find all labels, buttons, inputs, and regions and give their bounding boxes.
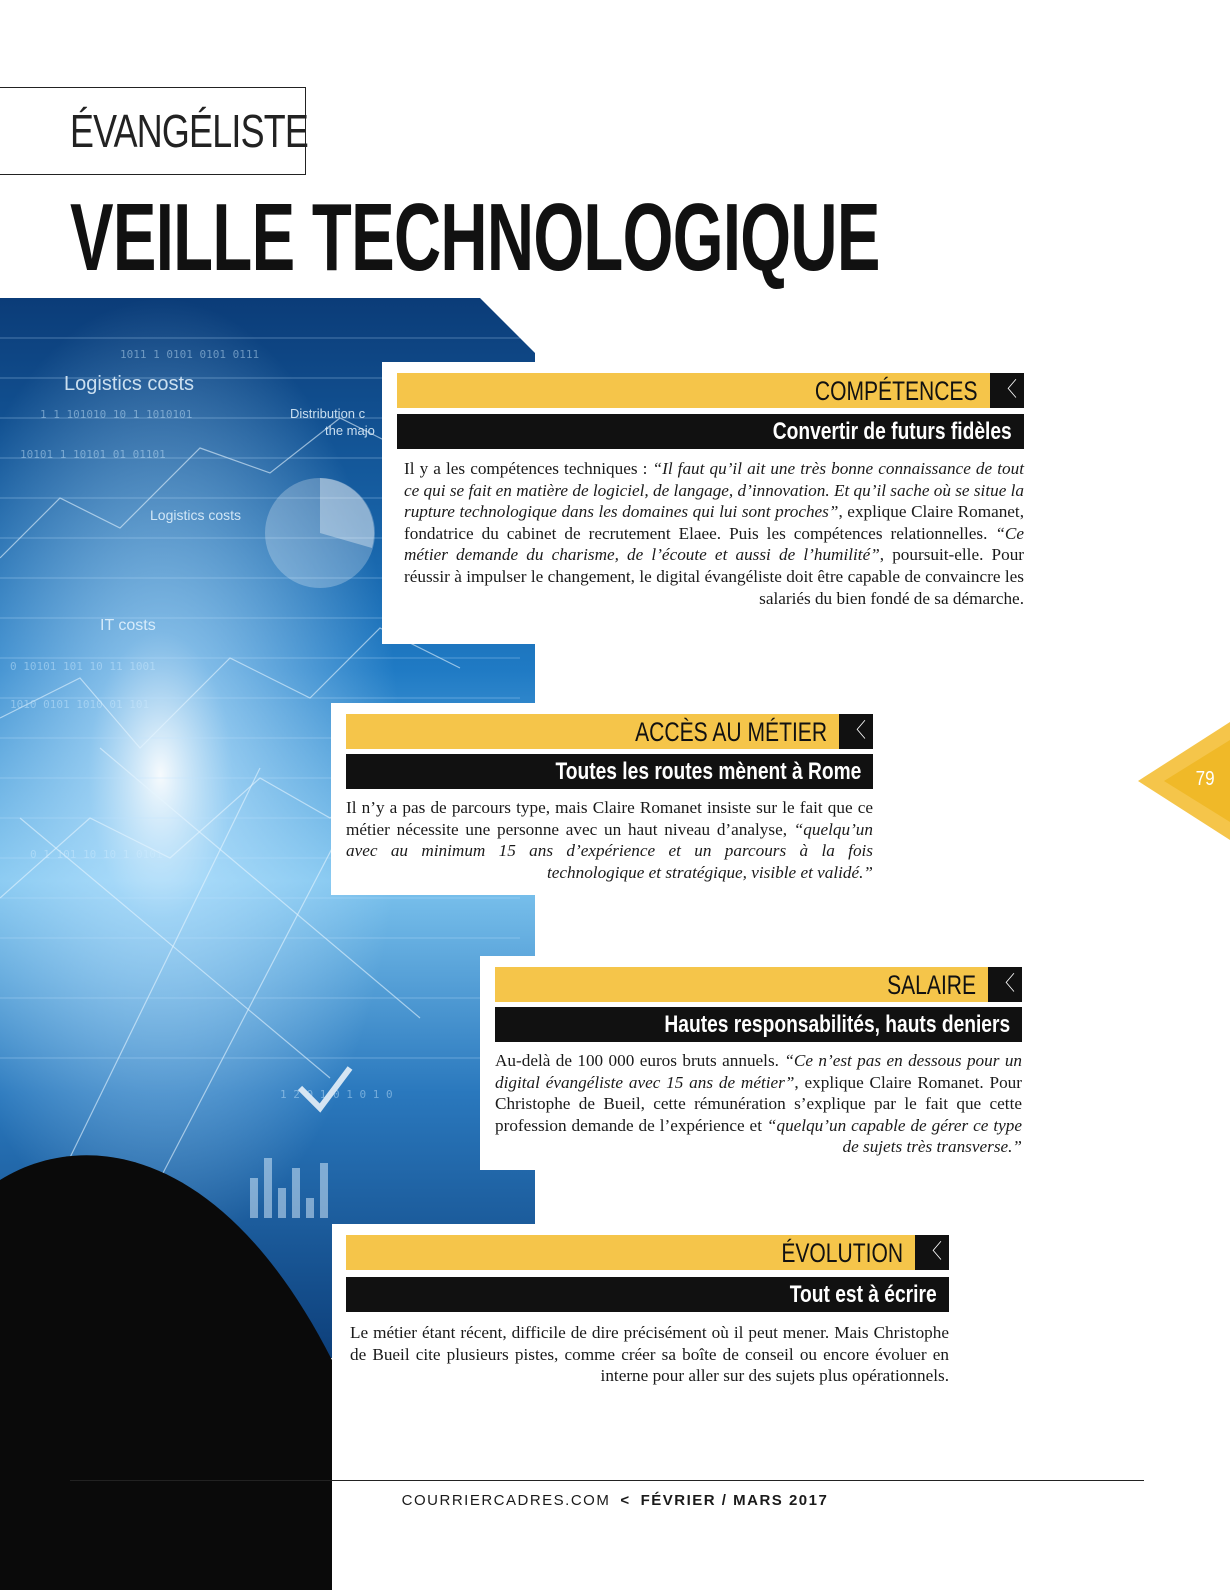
section-label: SALAIRE — [887, 970, 976, 1000]
section-body — [495, 1050, 1022, 1158]
section-heading: Toutes les routes mènent à Rome — [555, 758, 861, 785]
section-heading-bar — [346, 754, 873, 789]
quote-text-run: “quelqu’un capable de gérer ce type de sujets très transverse.” — [766, 1115, 1022, 1157]
svg-text:0 1 101 10 10 1 0101: 0 1 101 10 10 1 0101 — [30, 848, 163, 861]
section-label-bar — [495, 967, 1022, 1002]
body-text-run: Au-delà de 100 000 euros bruts annuels. — [495, 1051, 785, 1070]
chart-label-majority: the majo — [325, 423, 375, 438]
chart-label-it-costs: IT costs — [100, 617, 156, 634]
section-evolution — [332, 1224, 960, 1400]
rubric-label: ÉVANGÉLISTE — [70, 105, 309, 157]
svg-text:10101 1 10101 01 01101: 10101 1 10101 01 01101 — [20, 448, 166, 461]
section-heading: Tout est à écrire — [790, 1281, 937, 1308]
section-label: COMPÉTENCES — [815, 376, 978, 406]
section-heading: Convertir de futurs fidèles — [773, 418, 1012, 445]
body-text-run: , poursuit-elle. Pour réussir à impulser le changement, le digital évangéliste doit être capable de convaincre les salariés du bien fondé de sa démarche. — [404, 545, 1025, 608]
body-text-run: , explique Claire Romanet. Pour Christophe de Bueil, cette rémunération s’explique par le fait que cette profession demande de l’expérience et — [495, 1072, 1022, 1135]
page-number: 79 — [1195, 768, 1215, 790]
section-label-bar — [346, 1235, 949, 1270]
svg-text:1011 1 0101 0101 0111: 1011 1 0101 0101 0111 — [120, 348, 260, 361]
section-heading: Hautes responsabilités, hauts deniers — [664, 1011, 1010, 1038]
chart-label-distribution: Distribution c — [290, 406, 366, 421]
body-text-run: Il n’y a pas de parcours type, mais Claire Romanet insiste sur le fait que ce métier nécessite une personne avec un haut niveau d’analyse, — [346, 798, 873, 839]
footer-issue-date: FÉVRIER / MARS 2017 — [640, 1492, 829, 1509]
chart-label-logistics-costs-2: Logistics costs — [150, 507, 242, 523]
section-body — [350, 1322, 949, 1387]
svg-text:0 10101 101 10 11 1001: 0 10101 101 10 11 1001 — [10, 660, 156, 673]
footer — [0, 1492, 1230, 1509]
svg-text:1 2 0 1 0 1 0 1 0: 1 2 0 1 0 1 0 1 0 — [280, 1088, 393, 1101]
section-heading-bar — [346, 1277, 949, 1312]
body-text-run: , explique Claire Romanet, fondatrice du cabinet de recrutement Elaee. Puis les compétences relationnelles. — [404, 502, 1024, 543]
section-label: ACCÈS AU MÉTIER — [635, 717, 827, 747]
section-body — [346, 797, 873, 883]
chevron-left-icon: 〈 — [915, 1235, 949, 1270]
section-body — [404, 458, 1024, 609]
footer-separator: < — [620, 1492, 631, 1509]
quote-text-run: “Ce n’est pas en dessous pour un digital évangéliste avec 15 ans de métier” — [495, 1051, 1023, 1092]
decorative-black-wedge — [0, 1130, 340, 1590]
section-heading-bar — [397, 414, 1024, 449]
section-label: ÉVOLUTION — [781, 1238, 903, 1268]
chevron-left-icon: 〈 — [988, 967, 1022, 1002]
section-acces-au-metier — [331, 703, 883, 895]
quote-text-run: “Il faut qu’il ait une très bonne connaissance de tout ce qui se fait en matière de logiciel, de langage, d’innovation. Et qu’il sache où se situe la rupture technologique dans les domaines qui lui sont proches” — [404, 459, 1024, 522]
section-label-bar — [397, 373, 1024, 408]
svg-text:1010 0101 1010 01 101: 1010 0101 1010 01 101 — [10, 698, 150, 711]
section-label-bar — [346, 714, 873, 749]
page-number-flap — [1138, 722, 1230, 840]
footer-site: COURRIERCADRES.COM — [401, 1492, 611, 1509]
page-title: VEILLE TECHNOLOGIQUE — [70, 184, 880, 291]
quote-text-run: “Ce métier demande du charisme, de l’écoute et aussi de l’humilité” — [404, 523, 1024, 565]
svg-text:1 1 101010 10 1 1010101: 1 1 101010 10 1 1010101 — [40, 408, 193, 421]
section-heading-bar — [495, 1007, 1022, 1042]
section-competences — [382, 362, 1034, 644]
body-text-run: Le métier étant récent, difficile de dire précisément où il peut mener. Mais Christophe de Bueil cite plusieurs pistes, comme créer sa boîte de conseil ou encore évoluer en interne pour aller sur des sujets plus opérationnels. — [350, 1323, 949, 1386]
chevron-left-icon: 〈 — [990, 373, 1024, 408]
chart-label-logistics-costs: Logistics costs — [64, 373, 195, 395]
chevron-left-icon: 〈 — [839, 714, 873, 749]
section-salaire — [480, 956, 1032, 1170]
footer-divider — [70, 1480, 1144, 1481]
quote-text-run: “quelqu’un avec au minimum 15 ans d’expérience et un parcours à la fois technologique et stratégique, visible et validé.” — [346, 819, 873, 882]
body-text-run: Il y a les compétences techniques : — [404, 459, 653, 478]
